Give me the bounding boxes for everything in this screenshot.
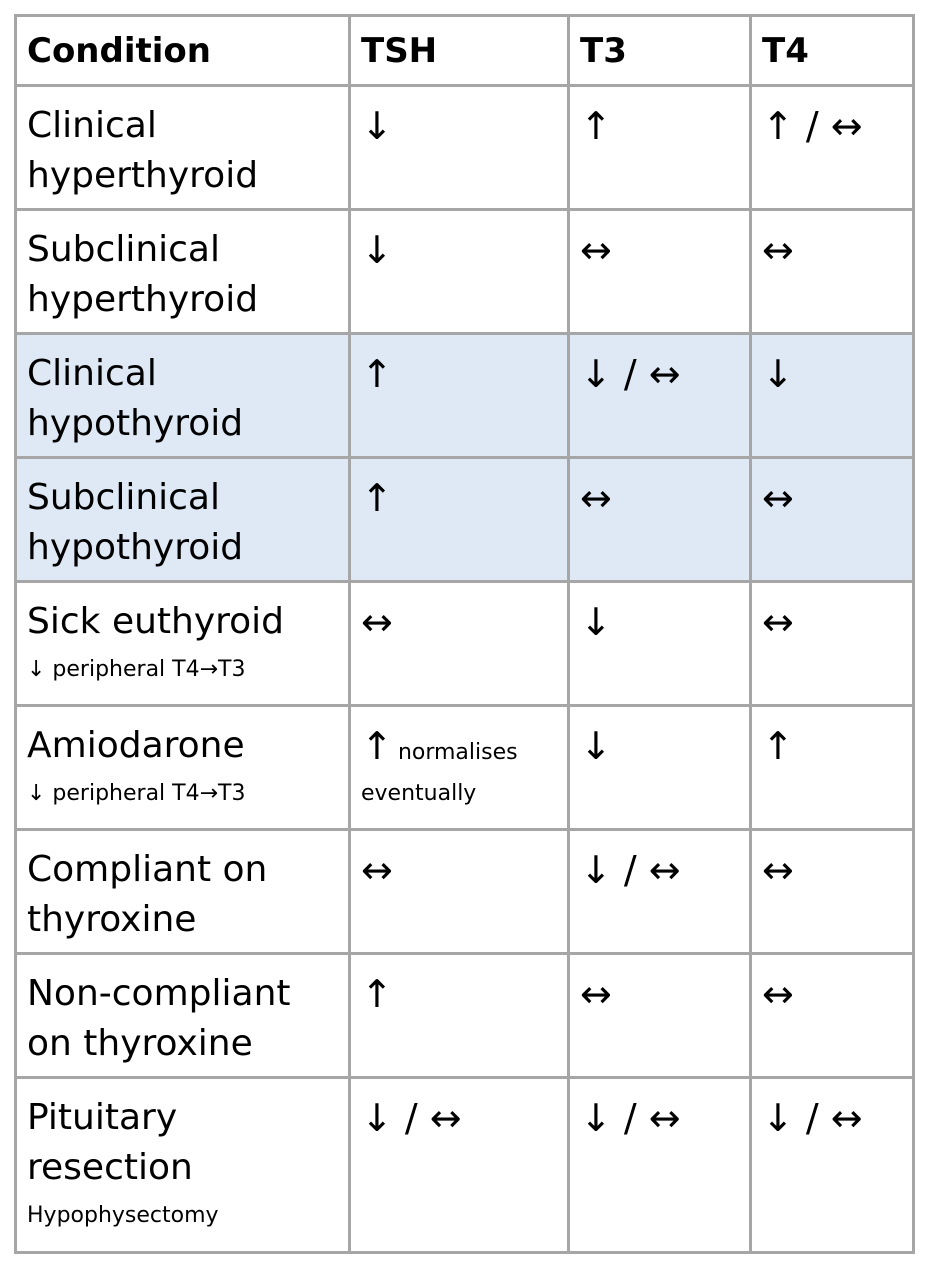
t3-cell [569, 706, 751, 830]
tsh-cell [350, 954, 569, 1078]
thyroid-function-table-container [14, 14, 915, 1254]
header-t3: T3 [569, 16, 751, 86]
condition-cell [16, 334, 350, 458]
tsh-value: ↔ [361, 848, 393, 892]
condition-cell [16, 458, 350, 582]
tsh-cell [350, 706, 569, 830]
tsh-value: ↓ / ↔ [361, 1096, 462, 1140]
tsh-note-continued: eventually [361, 781, 477, 806]
condition-note: ↓ peripheral T4→T3 [27, 657, 246, 682]
condition-cell [16, 830, 350, 954]
condition-cell [16, 954, 350, 1078]
header-condition: Condition [16, 16, 350, 86]
condition-note: ↓ peripheral T4→T3 [27, 781, 246, 806]
tsh-value: ↓ [361, 104, 393, 148]
table-row [16, 954, 914, 1078]
t4-cell [751, 706, 914, 830]
tsh-cell [350, 86, 569, 210]
t4-cell [751, 1078, 914, 1253]
condition-label: Subclinical hyperthyroid [27, 229, 259, 320]
t4-value: ↔ [762, 972, 794, 1016]
tsh-value: ↑ [361, 972, 393, 1016]
condition-label: Clinical hypothyroid [27, 353, 244, 444]
t4-value: ↓ / ↔ [762, 1096, 863, 1140]
t3-cell [569, 1078, 751, 1253]
tsh-value: ↓ [361, 228, 393, 272]
condition-cell [16, 210, 350, 334]
t3-cell [569, 86, 751, 210]
t4-cell [751, 582, 914, 706]
condition-label: Subclinical hypothyroid [27, 477, 244, 568]
tsh-cell [350, 210, 569, 334]
header-t4: T4 [751, 16, 914, 86]
t4-value: ↓ [762, 352, 794, 396]
condition-cell [16, 706, 350, 830]
t4-cell [751, 954, 914, 1078]
t3-value: ↓ / ↔ [580, 848, 681, 892]
condition-label: Compliant on thyroxine [27, 849, 268, 940]
t3-cell [569, 334, 751, 458]
t3-value: ↓ / ↔ [580, 352, 681, 396]
table-row [16, 830, 914, 954]
condition-cell [16, 1078, 350, 1253]
table-row [16, 334, 914, 458]
t3-cell [569, 954, 751, 1078]
condition-cell [16, 86, 350, 210]
t4-value: ↔ [762, 848, 794, 892]
thyroid-function-table [14, 14, 915, 1254]
t4-cell [751, 210, 914, 334]
t4-cell [751, 830, 914, 954]
t3-value: ↔ [580, 972, 612, 1016]
tsh-cell [350, 1078, 569, 1253]
t3-value: ↔ [580, 476, 612, 520]
t4-cell [751, 334, 914, 458]
tsh-note: normalises [397, 740, 518, 765]
header-row [16, 16, 914, 86]
t3-value: ↔ [580, 228, 612, 272]
t4-value: ↑ [762, 724, 794, 768]
t4-value: ↔ [762, 228, 794, 272]
tsh-cell [350, 582, 569, 706]
condition-label: Sick euthyroid [27, 601, 285, 642]
condition-note: Hypophysectomy [27, 1203, 219, 1228]
tsh-cell [350, 334, 569, 458]
t4-cell [751, 86, 914, 210]
tsh-value: ↑ [361, 352, 393, 396]
table-row [16, 210, 914, 334]
header-tsh: TSH [350, 16, 569, 86]
condition-label: Non-compliant on thyroxine [27, 973, 291, 1064]
tsh-cell [350, 830, 569, 954]
t4-value: ↔ [762, 476, 794, 520]
t3-value: ↓ / ↔ [580, 1096, 681, 1140]
tsh-value: ↔ [361, 600, 393, 644]
t3-value: ↑ [580, 104, 612, 148]
t3-value: ↓ [580, 600, 612, 644]
table-row [16, 582, 914, 706]
t3-cell [569, 830, 751, 954]
t3-cell [569, 458, 751, 582]
tsh-value: ↑ [361, 724, 393, 768]
condition-label: Pituitary resection [27, 1097, 193, 1188]
t4-value: ↑ / ↔ [762, 104, 863, 148]
t4-cell [751, 458, 914, 582]
table-row [16, 458, 914, 582]
condition-cell [16, 582, 350, 706]
table-row [16, 86, 914, 210]
t3-value: ↓ [580, 724, 612, 768]
condition-label: Clinical hyperthyroid [27, 105, 259, 196]
tsh-cell [350, 458, 569, 582]
t3-cell [569, 582, 751, 706]
t4-value: ↔ [762, 600, 794, 644]
tsh-value: ↑ [361, 476, 393, 520]
condition-label: Amiodarone [27, 725, 245, 766]
table-row [16, 706, 914, 830]
t3-cell [569, 210, 751, 334]
table-row [16, 1078, 914, 1253]
